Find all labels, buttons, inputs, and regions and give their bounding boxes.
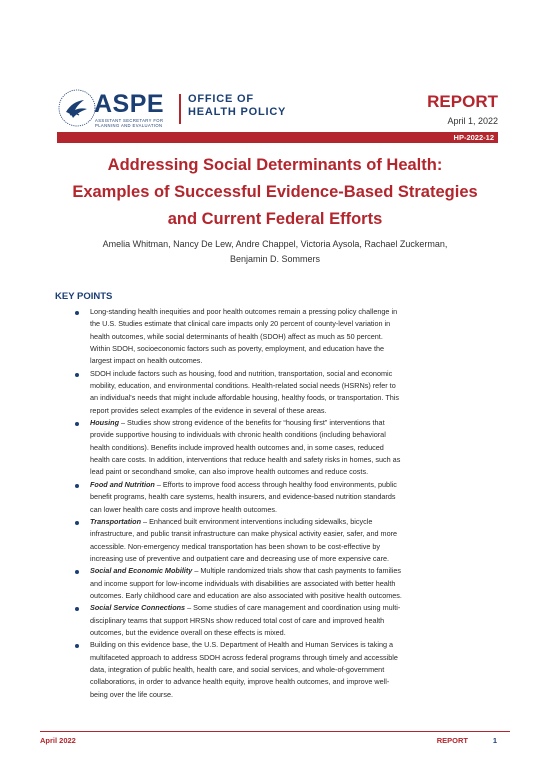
key-point-line: outcomes. Early childhood care and education are also associated with positive health outcomes. [90, 590, 402, 600]
key-point-line: accessible. Non-emergency medical transportation has been shown to be cost-effective by [90, 541, 381, 551]
report-header [0, 0, 550, 150]
key-points-heading: KEY POINTS [55, 291, 113, 302]
key-point-line: and income support for low-income individuals with disabilities are associated with better health [90, 578, 396, 588]
office-line-1: OFFICE OF [188, 93, 254, 105]
key-point-text: – Studies show strong evidence of the benefits for “housing first” interventions that [119, 418, 385, 428]
key-point-item [55, 368, 495, 417]
key-point-line: Long-standing health inequities and poor health outcomes remain a pressing policy challenge in [90, 307, 398, 316]
key-point-line: collaborations, in order to advance health equity, improve health outcomes, and improve well- [90, 677, 390, 687]
aspe-logo [57, 88, 297, 138]
title-line: Addressing Social Determinants of Health: [107, 156, 443, 174]
key-point-term: Social Service Connections [90, 603, 186, 613]
key-point-first-line [90, 479, 495, 491]
bullet-icon [75, 311, 79, 315]
title-line: Examples of Successful Evidence-Based Strategies [72, 183, 478, 201]
footer-label: REPORT [436, 736, 468, 745]
key-point-first-line [90, 417, 495, 429]
bullet-icon [75, 373, 79, 377]
author-list [40, 237, 510, 267]
key-point-line: provide supportive housing to individuals with chronic health conditions (including behavioral [90, 430, 386, 440]
key-point-line: Building on this evidence base, the U.S. Department of Health and Human Services is taking a [90, 640, 394, 650]
key-point-line: largest impact on health outcomes. [90, 356, 203, 366]
key-point-line: data, integration of public health, health care, and social services, and whole-of-government [90, 664, 385, 674]
key-point-line: can lower health care costs and improve health outcomes. [90, 504, 277, 514]
office-line-2: HEALTH POLICY [188, 106, 287, 118]
key-point-line: infrastructure, and public transit infrastructure can make physical activity easier, safer, and more [90, 529, 398, 539]
hhs-seal-icon [57, 88, 97, 128]
aspe-subtitle: ASSISTANT SECRETARY FOR PLANNING AND EVALUATION [95, 118, 164, 128]
report-type-label: REPORT [427, 92, 498, 111]
document-title [40, 152, 510, 233]
key-point-line: outcomes, but the evidence overall on these effects is mixed. [90, 627, 286, 637]
bullet-icon [75, 422, 79, 426]
bullet-icon [75, 570, 79, 574]
key-point-line: mobility, education, and environmental conditions. Health-related social needs (HSRNs) refer to [90, 381, 396, 391]
key-point-item [55, 565, 495, 602]
key-point-item [55, 602, 495, 639]
key-points-list [55, 306, 495, 701]
key-point-term: Food and Nutrition [90, 479, 155, 489]
key-point-first-line [90, 602, 495, 614]
key-point-line: the U.S. Studies estimate that clinical care impacts only 20 percent of county-level variation in [90, 319, 391, 329]
logo-divider [179, 94, 181, 124]
key-point-line: an individual's needs that might include affordable housing, healthy foods, or transportation. This [90, 393, 400, 403]
report-date: April 1, 2022 [447, 116, 498, 126]
aspe-wordmark: ASPE [94, 90, 165, 118]
author-line: Benjamin D. Sommers [229, 254, 321, 264]
office-name [188, 93, 286, 119]
footer-date: April 2022 [40, 736, 76, 745]
key-point-line: disciplinary teams that support HRSNs show reduced total cost of care and improved health [90, 615, 385, 625]
bullet-icon [75, 484, 79, 488]
key-point-line: increasing use of preventive and outpatient care and decreasing use of more expensive care. [90, 553, 390, 563]
key-point-line: health outcomes, while social determinants of health (SDOH) affect as much as 50 percent. [90, 331, 383, 341]
key-point-line: benefit programs, health care systems, health insurers, and evidence-based nutrition standards [90, 492, 396, 502]
key-point-line: being over the life course. [90, 689, 174, 699]
title-line: and Current Federal Efforts [167, 210, 383, 228]
key-point-term: Housing [90, 418, 119, 428]
key-point-line: Within SDOH, socioeconomic factors such as poverty, employment, and education have the [90, 344, 385, 354]
report-number-bar [57, 132, 498, 143]
bullet-icon [75, 607, 79, 611]
key-point-first-line [90, 516, 495, 528]
key-point-term: Social and Economic Mobility [90, 566, 193, 576]
bullet-icon [75, 521, 79, 525]
key-point-text: – Enhanced built environment interventions including sidewalks, bicycle [141, 516, 373, 526]
key-point-line: health conditions). Benefits include improved health outcomes and, in some cases, reduced [90, 442, 384, 452]
key-point-item [55, 639, 495, 701]
bullet-icon [75, 644, 79, 648]
report-number: HP-2022-12 [453, 133, 494, 142]
key-point-item [55, 417, 495, 479]
key-point-item [55, 306, 495, 368]
author-line: Amelia Whitman, Nancy De Lew, Andre Chappel, Victoria Aysola, Rachael Zuckerman, [102, 239, 448, 249]
key-point-line: multifaceted approach to address SDOH across federal programs through timely and accessible [90, 652, 398, 662]
key-point-line: lead paint or secondhand smoke, can also improve health outcomes and reduce costs. [90, 467, 369, 477]
footer-divider [40, 731, 510, 732]
key-point-item [55, 479, 495, 516]
key-point-text: – Multiple randomized trials show that cash payments to families [192, 566, 402, 576]
key-point-line: report provides select examples of the evidence in several of these areas. [90, 405, 327, 415]
key-point-term: Transportation [90, 516, 142, 526]
key-point-text: – Some studies of care management and coordination using multi- [185, 603, 401, 613]
key-point-item [55, 516, 495, 565]
key-point-text: – Efforts to improve food access through healthy food environments, public [154, 479, 397, 489]
key-point-line: health care costs. In addition, interventions that reduce health and safety risks in homes, such as [90, 455, 401, 465]
key-point-first-line [90, 565, 495, 577]
page-number: 1 [492, 736, 497, 745]
key-point-line: SDOH include factors such as housing, food and nutrition, transportation, social and economic [90, 368, 393, 378]
